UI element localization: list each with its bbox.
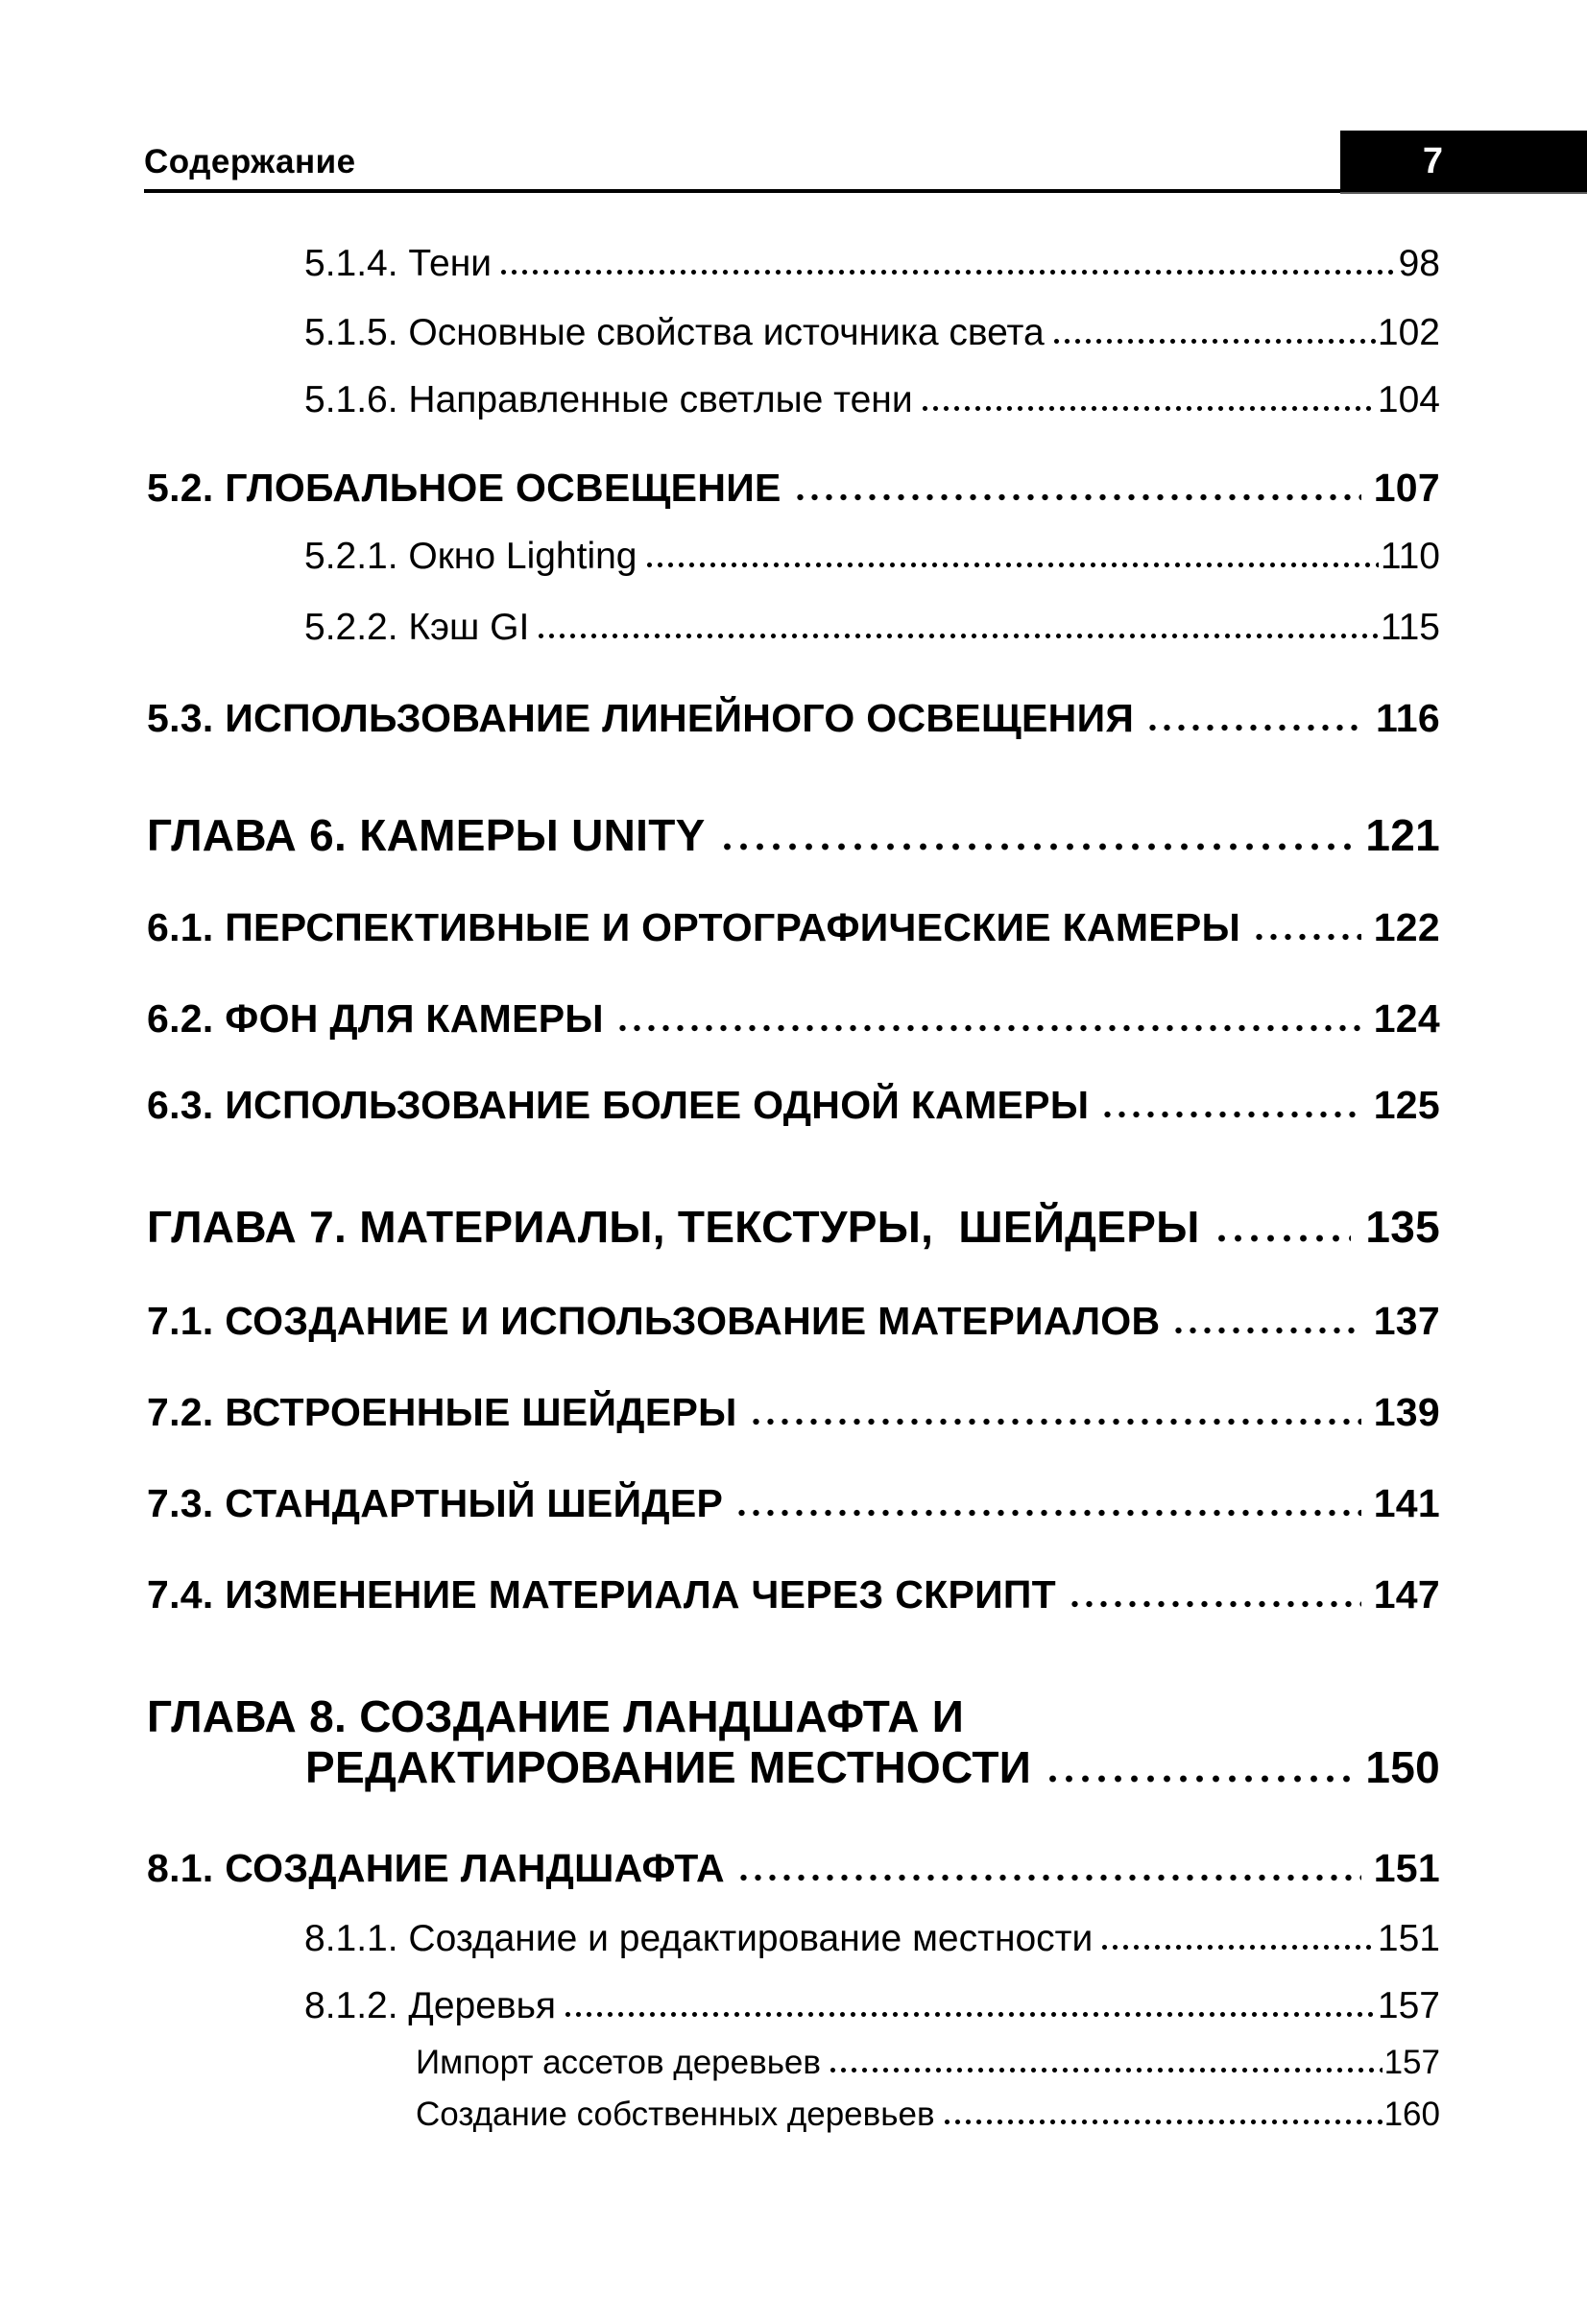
toc-entry-page: 121: [1365, 810, 1440, 860]
toc-entry: [147, 905, 1440, 949]
dot-leader: [734, 1509, 1361, 1517]
toc-entry-page: 137: [1373, 1299, 1440, 1343]
toc-entry: [147, 468, 1440, 508]
toc-entry-page: 141: [1373, 1481, 1440, 1525]
toc-entry: [416, 2097, 1440, 2131]
toc-entry-page: 110: [1380, 536, 1440, 577]
dot-leader: [736, 1874, 1361, 1881]
toc-entry-page: 139: [1373, 1390, 1440, 1434]
toc-entry-label: 8.1.2. Деревья: [304, 1985, 557, 2026]
toc-entry-label: ГЛАВА 8. СОЗДАНИЕ ЛАНДШАФТА И: [147, 1691, 965, 1741]
toc-entry: [147, 1691, 1440, 1741]
toc-entry-page: 107: [1373, 466, 1440, 510]
toc-entry-label: 7.2. ВСТРОЕННЫЕ ШЕЙДЕРЫ: [147, 1390, 737, 1434]
dot-leader: [1214, 1234, 1352, 1242]
toc-entry-page: 104: [1377, 379, 1440, 420]
toc-entry: [305, 1742, 1440, 1792]
dot-leader: [793, 493, 1361, 501]
toc-entry-page: 102: [1377, 312, 1440, 353]
toc-entry: [147, 1846, 1440, 1890]
toc-entry-page: 160: [1383, 2096, 1440, 2133]
toc-entry-label: 5.2.2. Кэш GI: [304, 607, 530, 648]
toc-entry-page: 147: [1373, 1572, 1440, 1617]
toc-entry-label: 5.3. ИСПОЛЬЗОВАНИЕ ЛИНЕЙНОГО ОСВЕЩЕНИЯ: [147, 696, 1135, 740]
toc-entry-label: 8.1.1. Создание и редактирование местности: [304, 1918, 1094, 1959]
toc-entry-page: 115: [1380, 607, 1440, 648]
toc-entry-page: 151: [1373, 1846, 1440, 1890]
toc-entry: [147, 1202, 1440, 1252]
dot-leader: [1099, 1944, 1376, 1951]
dot-leader: [719, 843, 1352, 851]
dot-leader: [1100, 1111, 1360, 1118]
dot-leader: [498, 269, 1397, 276]
toc-entry-page: 124: [1373, 996, 1440, 1041]
dot-leader: [828, 2067, 1383, 2073]
dot-leader: [1145, 724, 1363, 731]
toc-entry-label: Импорт ассетов деревьев: [416, 2044, 821, 2081]
toc-entry: [304, 1987, 1440, 2025]
toc-entry: [304, 381, 1440, 419]
toc-entry-label: ГЛАВА 7. МАТЕРИАЛЫ, ТЕКСТУРЫ, ШЕЙДЕРЫ: [147, 1202, 1200, 1252]
toc-entry: [147, 1481, 1440, 1525]
toc-entry: [147, 1083, 1440, 1127]
toc-entry-label: 7.4. ИЗМЕНЕНИЕ МАТЕРИАЛА ЧЕРЕЗ СКРИПТ: [147, 1572, 1056, 1617]
toc-entry-label: ГЛАВА 6. КАМЕРЫ UNITY: [147, 810, 706, 860]
toc-entry: [147, 1572, 1440, 1617]
toc-entry-page: 135: [1365, 1202, 1440, 1252]
toc-entry-page: 116: [1375, 696, 1440, 740]
toc-entry: [147, 1390, 1440, 1434]
toc-entry-label: РЕДАКТИРОВАНИЕ МЕСТНОСТИ: [305, 1742, 1032, 1792]
toc-entry-label: 7.3. СТАНДАРТНЫЙ ШЕЙДЕР: [147, 1481, 724, 1525]
toc-entry: [147, 810, 1440, 860]
toc-entry-label: 5.1.6. Направленные светлые тени: [304, 379, 913, 420]
toc-entry-label: 5.1.4. Тени: [304, 243, 493, 284]
toc-entry-page: 125: [1373, 1083, 1440, 1127]
toc-entry-page: 122: [1373, 905, 1440, 949]
dot-leader: [1068, 1600, 1361, 1608]
toc-entry-page: 151: [1377, 1918, 1440, 1959]
toc-entry-label: 6.2. ФОН ДЛЯ КАМЕРЫ: [147, 996, 604, 1041]
toc-entry-label: 5.1.5. Основные свойства источника света: [304, 312, 1045, 353]
toc-entry: [147, 696, 1440, 740]
toc-entry: [304, 1920, 1440, 1957]
toc-entry-page: 157: [1383, 2044, 1440, 2081]
toc-entry-page: 98: [1398, 243, 1440, 284]
dot-leader: [644, 562, 1379, 568]
page-title: Содержание: [144, 143, 356, 180]
page-number: 7: [1422, 140, 1444, 181]
toc-entry: [304, 609, 1440, 646]
toc-entry-label: 8.1. СОЗДАНИЕ ЛАНДШАФТА: [147, 1846, 725, 1890]
toc-entry: [304, 245, 1440, 282]
toc-entry: [416, 2046, 1440, 2079]
toc-entry: [147, 996, 1440, 1041]
dot-leader: [536, 633, 1378, 639]
toc-entry-page: 157: [1377, 1985, 1440, 2026]
toc-entry-label: Создание собственных деревьев: [416, 2096, 935, 2133]
header-rule: [144, 189, 1340, 193]
page-number-box: [1340, 131, 1587, 192]
dot-leader: [1045, 1775, 1351, 1783]
toc-entry-label: 6.1. ПЕРСПЕКТИВНЫЕ И ОРТОГРАФИЧЕСКИЕ КАМЕРЫ: [147, 905, 1241, 949]
dot-leader: [920, 405, 1376, 412]
dot-leader: [615, 1024, 1361, 1032]
dot-leader: [1252, 933, 1361, 941]
toc-entry: [304, 538, 1440, 575]
toc-entry-label: 6.3. ИСПОЛЬЗОВАНИЕ БОЛЕЕ ОДНОЙ КАМЕРЫ: [147, 1083, 1090, 1127]
dot-leader: [1051, 338, 1376, 345]
toc-entry-label: 7.1. СОЗДАНИЕ И ИСПОЛЬЗОВАНИЕ МАТЕРИАЛОВ: [147, 1299, 1161, 1343]
dot-leader: [1171, 1327, 1360, 1334]
dot-leader: [749, 1418, 1361, 1426]
toc-entry: [147, 1299, 1440, 1343]
dot-leader: [563, 2011, 1376, 2018]
toc-entry-label: 5.2.1. Окно Lighting: [304, 536, 637, 577]
toc-entry: [304, 314, 1440, 351]
dot-leader: [942, 2119, 1383, 2125]
toc-entry-label: 5.2. ГЛОБАЛЬНОЕ ОСВЕЩЕНИЕ: [147, 466, 781, 510]
toc-entry-page: 150: [1365, 1742, 1440, 1792]
